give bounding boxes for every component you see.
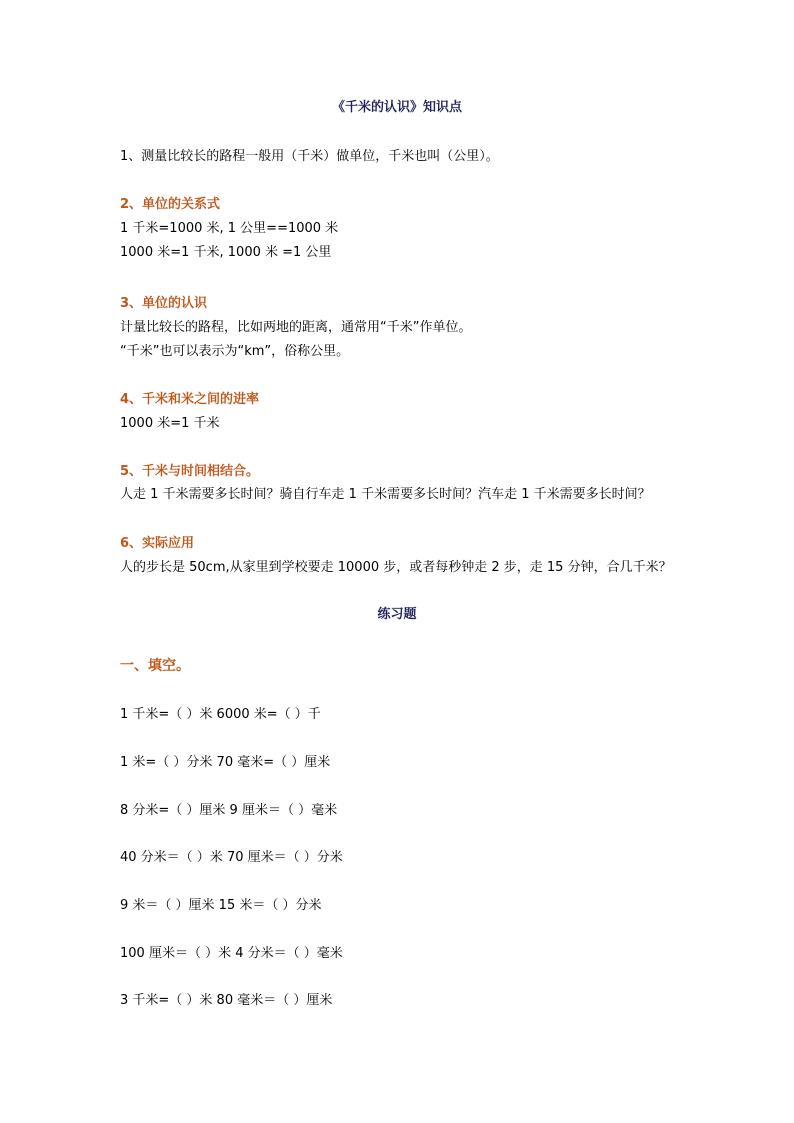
exercise-line: 40 分米＝（ ）米 70 厘米＝（ ）分米 xyxy=(120,850,343,865)
document-title: 《千米的认识》知识点 xyxy=(331,100,462,115)
exercise-line: 9 米＝（ ）厘米 15 米＝（ ）分米 xyxy=(120,898,322,913)
exercise-line: 1 千米=（ ）米 6000 米=（ ）千 xyxy=(120,707,321,722)
section-heading-recognition: 3、单位的认识 xyxy=(120,296,208,311)
section-line: 人的步长是 50cm,从家里到学校要走 10000 步，或者每秒钟走 2 步，走 15 分钟，合几千米？ xyxy=(120,560,672,575)
section-line: 计量比较长的路程，比如两地的距离，通常用“千米”作单位。 xyxy=(120,320,472,335)
exercise-heading: 一、填空。 xyxy=(120,658,190,674)
section-heading-conversion-rate: 4、千米和米之间的进率 xyxy=(120,392,260,407)
intro-line: 1、测量比较长的路程一般用（千米）做单位，千米也叫（公里）。 xyxy=(120,149,499,164)
exercise-line: 3 千米=（ ）米 80 毫米＝（ ）厘米 xyxy=(120,993,333,1008)
section-heading-relation: 2、单位的关系式 xyxy=(120,197,221,212)
exercise-line: 8 分米=（ ）厘米 9 厘米＝（ ）毫米 xyxy=(120,803,338,818)
exercise-title: 练习题 xyxy=(377,607,417,622)
section-line: 1 千米=1000 米, 1 公里==1000 米 xyxy=(120,221,339,236)
section-line: “千米”也可以表示为“km”，俗称公里。 xyxy=(120,344,350,359)
exercise-line: 100 厘米＝（ ）米 4 分米＝（ ）毫米 xyxy=(120,946,343,961)
exercise-line: 1 米=（ ）分米 70 毫米=（ ）厘米 xyxy=(120,755,331,770)
section-line: 1000 米=1 千米 xyxy=(120,416,220,431)
section-line: 1000 米=1 千米, 1000 米 =1 公里 xyxy=(120,245,332,260)
section-heading-application: 6、实际应用 xyxy=(120,536,195,551)
section-heading-time: 5、千米与时间相结合。 xyxy=(120,464,260,479)
section-line: 人走 1 千米需要多长时间？骑自行车走 1 千米需要多长时间？汽车走 1 千米需要多长时间？ xyxy=(120,487,651,502)
